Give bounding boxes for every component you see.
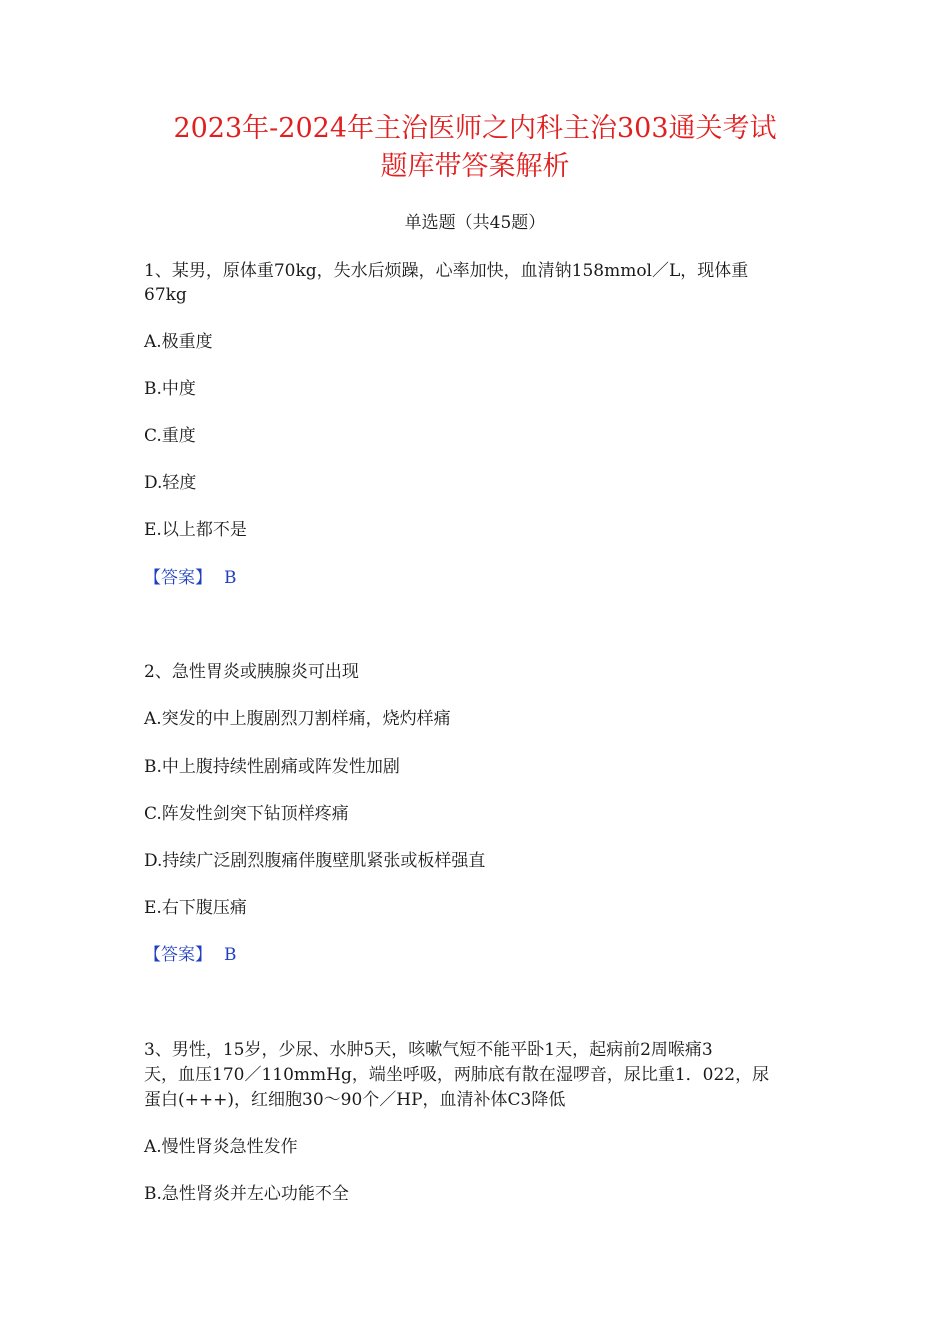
question-1-option-d: D.轻度 <box>144 473 197 493</box>
question-3-stem-line-3: 蛋白(+++)，红细胞30～90个／HP，血清补体C3降低 <box>144 1090 566 1110</box>
question-1-option-c: C.重度 <box>144 426 196 446</box>
question-2-option-a: A.突发的中上腹剧烈刀割样痛，烧灼样痛 <box>144 709 451 729</box>
answer-value: B <box>224 945 237 965</box>
question-1-option-a: A.极重度 <box>144 332 213 352</box>
question-1-answer <box>144 566 814 590</box>
question-1-stem-line-1: 1、某男，原体重70kg，失水后烦躁，心率加快，血清钠158mmol／L，现体重 <box>144 261 749 281</box>
question-2-option-c: C.阵发性剑突下钻顶样疼痛 <box>144 804 349 824</box>
section-heading: 单选题（共45题） <box>404 213 546 233</box>
question-2-option-b: B.中上腹持续性剧痛或阵发性加剧 <box>144 757 400 777</box>
title-line-1: 2023年-2024年主治医师之内科主治303通关考试 <box>173 113 777 144</box>
question-2-stem-line-1: 2、急性胃炎或胰腺炎可出现 <box>144 662 359 682</box>
question-3-stem-line-1: 3、男性，15岁，少尿、水肿5天，咳嗽气短不能平卧1天，起病前2周喉痛3 <box>144 1040 713 1060</box>
answer-value: B <box>224 568 237 588</box>
answer-label: 【答案】 <box>144 568 212 588</box>
question-2-answer <box>144 943 814 967</box>
question-2-option-d: D.持续广泛剧烈腹痛伴腹壁肌紧张或板样强直 <box>144 851 486 871</box>
document-title <box>110 110 840 186</box>
question-1-stem-line-2: 67kg <box>144 285 187 305</box>
answer-label: 【答案】 <box>144 945 212 965</box>
title-line-2: 题库带答案解析 <box>380 151 570 182</box>
question-3-option-b: B.急性肾炎并左心功能不全 <box>144 1184 349 1204</box>
question-1-option-b: B.中度 <box>144 379 196 399</box>
question-3-stem-line-2: 天，血压170／110mmHg，端坐呼吸，两肺底有散在湿啰音，尿比重1．022，尿 <box>144 1065 770 1085</box>
question-1-option-e: E.以上都不是 <box>144 520 247 540</box>
question-3-option-a: A.慢性肾炎急性发作 <box>144 1137 298 1157</box>
question-2-option-e: E.右下腹压痛 <box>144 898 247 918</box>
